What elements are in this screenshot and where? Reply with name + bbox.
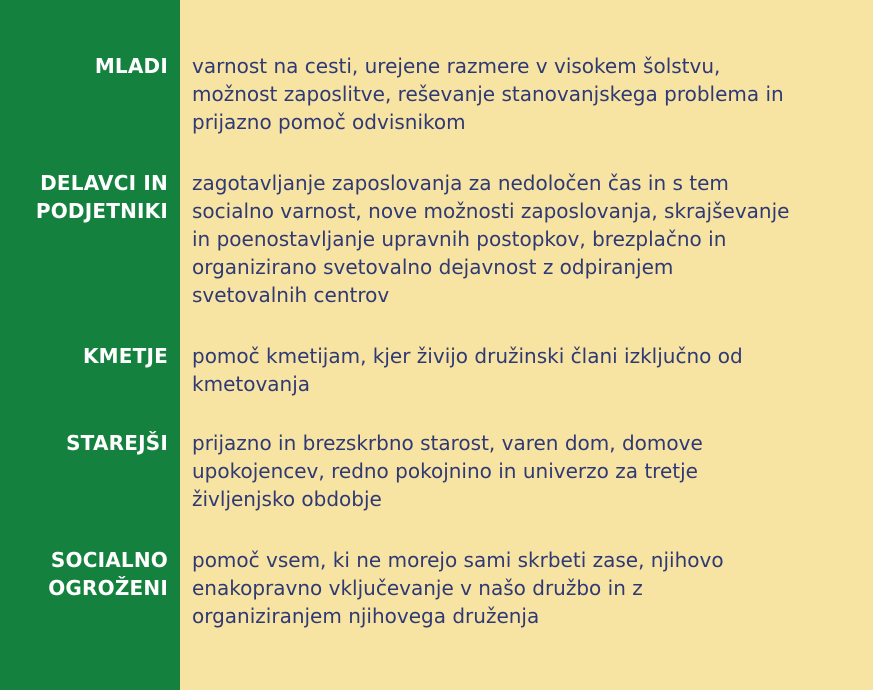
description-line: prijazno pomoč odvisnikom — [192, 110, 466, 134]
row-label — [0, 342, 168, 370]
description-line: organizirano svetovalno dejavnost z odpiranjem — [192, 255, 674, 279]
row-label-line: PODJETNIKI — [35, 199, 168, 223]
row-description — [192, 52, 852, 136]
row-label — [0, 429, 168, 457]
row-label-line: KMETJE — [82, 344, 168, 368]
description-line: zagotavljanje zaposlovanja za nedoločen čas in s tem — [192, 171, 729, 195]
row-description — [192, 169, 852, 309]
row-label-line: STAREJŠI — [66, 431, 168, 455]
row-label-line: SOCIALNO — [50, 548, 168, 572]
description-line: življenjsko obdobje — [192, 487, 382, 511]
description-line: enakopravno vključevanje v našo družbo in z — [192, 576, 643, 600]
row-label — [0, 52, 168, 80]
row-description — [192, 546, 852, 630]
description-line: svetovalnih centrov — [192, 283, 390, 307]
description-line: in poenostavljanje upravnih postopkov, brezplačno in — [192, 227, 727, 251]
row-label-line: MLADI — [94, 54, 168, 78]
row-label — [0, 169, 168, 225]
description-line: organiziranjem njihovega druženja — [192, 604, 540, 628]
description-line: prijazno in brezskrbno starost, varen dom, domove — [192, 431, 703, 455]
row-description — [192, 342, 852, 398]
row-label-line: DELAVCI IN — [40, 171, 168, 195]
description-line: varnost na cesti, urejene razmere v visokem šolstvu, — [192, 54, 721, 78]
description-line: socialno varnost, nove možnosti zaposlovanja, skrajševanje — [192, 199, 790, 223]
description-line: upokojencev, redno pokojnino in univerzo za tretje — [192, 459, 698, 483]
description-line: pomoč kmetijam, kjer živijo družinski člani izključno od — [192, 344, 743, 368]
row-label-line: OGROŽENI — [48, 576, 168, 600]
description-line: kmetovanja — [192, 372, 311, 396]
description-line: pomoč vsem, ki ne morejo sami skrbeti zase, njihovo — [192, 548, 724, 572]
row-description — [192, 429, 852, 513]
description-line: možnost zaposlitve, reševanje stanovanjskega problema in — [192, 82, 784, 106]
row-label — [0, 546, 168, 602]
